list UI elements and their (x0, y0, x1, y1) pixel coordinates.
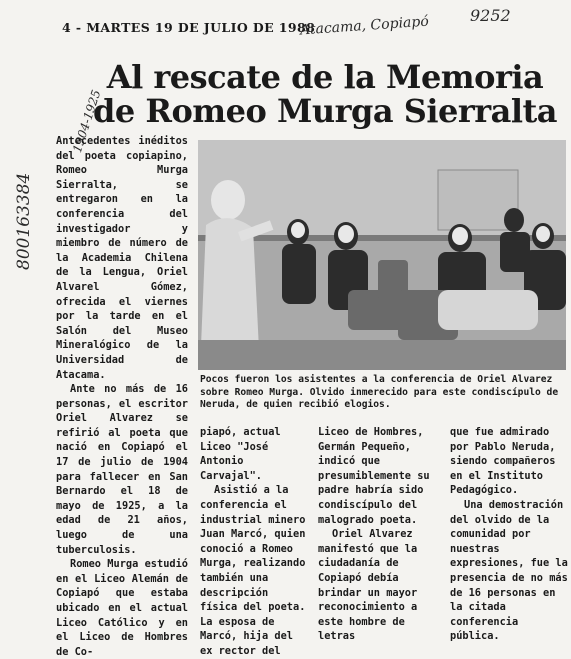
article-column-4 (450, 425, 568, 644)
handwritten-source-note: Atacama, Copiapó (299, 13, 430, 39)
publication-date: 4 - MARTES 19 DE JULIO DE 1988 (62, 20, 316, 35)
paragraph: Antecedentes inéditos del poeta copiapino, Romeo Murga Sierralta, se entregaron en la conferencia del investigador y miembro de número de la Academia Chilena de la Lengua, Oriel Alvarel Gómez, ofrecida el viernes por la tarde en el Salón del Museo Mineralógico de la Universidad de Atacama. (56, 135, 188, 381)
paragraph: Asistió a la conferencia el industrial minero Juan Marcó, quien conoció a Romeo Murga, realizando también una descripción física del poeta. La esposa de Marcó, hija del ex rector del (200, 484, 306, 657)
article-column-1 (56, 134, 188, 659)
conference-photo-illustration (198, 140, 566, 370)
headline-line-1: Al rescate de la Memoria (106, 58, 544, 96)
paragraph: Ante no más de 16 personas, el escritor Oriel Alvarez se refirió al poeta que nació en Copiapó el 17 de julio de 1904 para fallecer en San Bernardo el 18 de mayo de 1925, a la edad de 21 años, luego de una tuberculosis. (56, 383, 188, 556)
handwritten-archive-number: 9252 (470, 6, 511, 25)
handwritten-id-number: 800163384 (14, 172, 34, 270)
paragraph: piapó, actual Liceo "José Antonio Carvajal". (200, 426, 281, 482)
paragraph: Una demostración del olvido de la comunidad por nuestras expresiones, fue la presencia de no más de 16 personas en la citada conferencia pública. (450, 498, 568, 643)
article-column-2 (200, 425, 306, 659)
photo-caption: Pocos fueron los asistentes a la conferencia de Oriel Alvarez sobre Romeo Murga. Olvido inmerecido para este condiscípulo de Neruda, de quien recibió elogios. (200, 374, 559, 410)
paragraph: Romeo Murga estudió en el Liceo Alemán de Copiapó que estaba ubicado en el actual Liceo Católico y en el Liceo de Hombres de Co- (56, 558, 188, 658)
headline-line-2: de Romeo Murga Sierralta (92, 92, 558, 130)
article-column-3 (318, 425, 440, 644)
paragraph: Oriel Alvarez manifestó que la ciudadanía de Copiapó debía brindar un mayor reconocimiento a este hombre de letras (318, 528, 418, 643)
conference-photo (198, 140, 566, 370)
paragraph: Liceo de Hombres, Germán Pequeño, indicó que presumiblemente su padre habría sido condiscípulo del malogrado poeta. (318, 426, 430, 526)
handwritten-years-note: 1904-1925 (70, 88, 104, 155)
paragraph: que fue admirado por Pablo Neruda, siendo compañeros en el Instituto Pedagógico. (450, 426, 556, 497)
